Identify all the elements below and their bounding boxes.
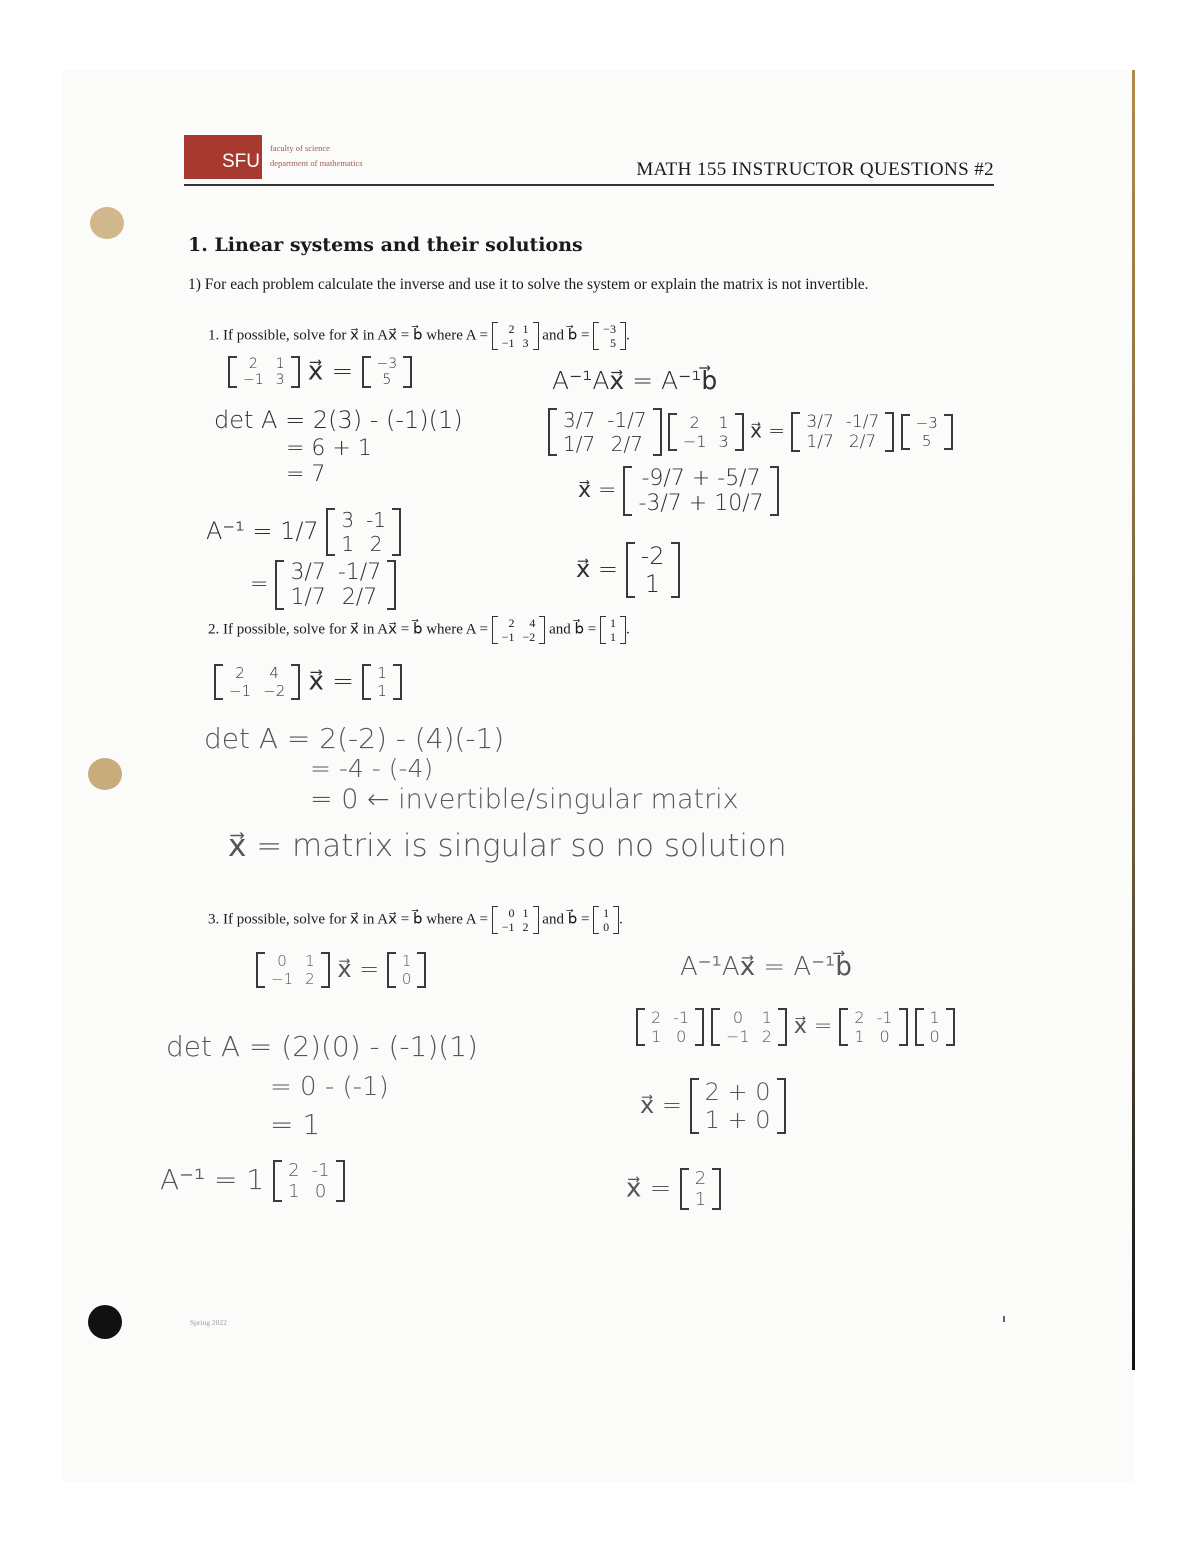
p1-inverse: A⁻¹ = 1/7 3 -1 1 2 [206,508,401,556]
matrix-a: 2 4 −1 −2 [492,616,546,644]
p1-determinant: det A = 2(3) - (-1)(1) [214,406,463,434]
p1-inverse-equation: A⁻¹Ax⃗ = A⁻¹b⃗ [552,366,718,395]
p3-product-line: 2 -1 1 0 0 1 −1 2 x⃗ = 2 -1 1 0 1 0 [636,1008,955,1046]
problem-3: 3. If possible, solve for x⃗ in Ax⃗ = b⃗ where A = 0 1 −1 2 and b⃗ = 1 0 . [208,906,623,934]
document-title: MATH 155 INSTRUCTOR QUESTIONS #2 [636,159,994,180]
p1-det-step: = 6 + 1 [286,436,372,461]
p2-det-result: = 0 ← invertible/singular matrix [310,784,739,815]
and-b-text: and b⃗ = [549,621,597,638]
p3-determinant: det A = (2)(0) - (-1)(1) [166,1030,478,1063]
problem-text: 3. If possible, solve for x⃗ in Ax⃗ = b⃗ where A = [208,911,488,928]
vector-b: 1 0 [593,906,619,934]
p1-product-line: 3/7 -1/7 1/7 2/7 2 1 −1 3 x⃗ = 3/7 -1/7 1/7 2/7 −3 5 [548,408,953,456]
p3-det-result: = 1 [270,1108,321,1141]
page-header [184,135,994,187]
p3-sum: x⃗ = 2 + 0 1 + 0 [640,1078,786,1134]
vector-b: −3 5 [593,322,626,350]
problem-1: 1. If possible, solve for x⃗ in Ax⃗ = b⃗ where A = 2 1 −1 3 and b⃗ = −3 5 . [208,322,630,350]
matrix-a: 0 1 −1 2 [492,906,539,934]
p1-det-result: = 7 [286,462,326,487]
page-mark [1003,1316,1005,1322]
punch-hole-bottom [88,1305,122,1339]
problem-2: 2. If possible, solve for x⃗ in Ax⃗ = b⃗ where A = 2 4 −1 −2 and b⃗ = 1 1 . [208,616,630,644]
p2-conclusion: x⃗ = matrix is singular so no solution [228,828,787,864]
p2-determinant: det A = 2(-2) - (4)(-1) [204,722,505,755]
sfu-logo [184,135,262,179]
vector-b: 1 1 [600,616,626,644]
p2-det-step: = -4 - (-4) [310,754,434,783]
matrix-a: 2 1 −1 3 [492,322,539,350]
problem-text: 2. If possible, solve for x⃗ in Ax⃗ = b⃗ where A = [208,621,488,638]
page-edge [1132,70,1135,1370]
p3-inverse: A⁻¹ = 1 2 -1 1 0 [160,1160,345,1202]
p3-result: x⃗ = 2 1 [626,1168,721,1210]
p2-system: 2 4 −1 −2 x⃗ = 1 1 [214,664,402,700]
instructions: 1) For each problem calculate the inverse and use it to solve the system or explain the matrix is not invertible. [188,276,869,293]
and-b-text: and b⃗ = [542,327,590,344]
punch-hole-top [90,207,124,239]
footer-date: Spring 2022 [190,1318,227,1327]
department-line: department of mathematics [270,158,363,168]
p1-sum: x⃗ = -9/7 + -5/7 -3/7 + 10/7 [578,466,779,516]
p3-det-step: = 0 - (-1) [270,1072,389,1102]
p3-system: 0 1 −1 2 x⃗ = 1 0 [256,952,426,988]
header-divider [184,184,994,186]
p1-system: 2 1 −1 3 x⃗ = −3 5 [228,356,412,388]
section-title: 1. Linear systems and their solutions [188,234,583,256]
logo-text: SFU [222,151,260,172]
punch-hole-middle [88,758,122,790]
department-label [270,141,363,171]
problem-text: 1. If possible, solve for x⃗ in Ax⃗ = b⃗ where A = [208,327,488,344]
p1-inverse-simplified: = 3/7 -1/7 1/7 2/7 [250,560,396,610]
faculty-line: faculty of science [270,143,330,153]
p1-result: x⃗ = -2 1 [576,542,680,598]
and-b-text: and b⃗ = [542,911,590,928]
p3-inverse-equation: A⁻¹Ax⃗ = A⁻¹b⃗ [680,952,852,982]
